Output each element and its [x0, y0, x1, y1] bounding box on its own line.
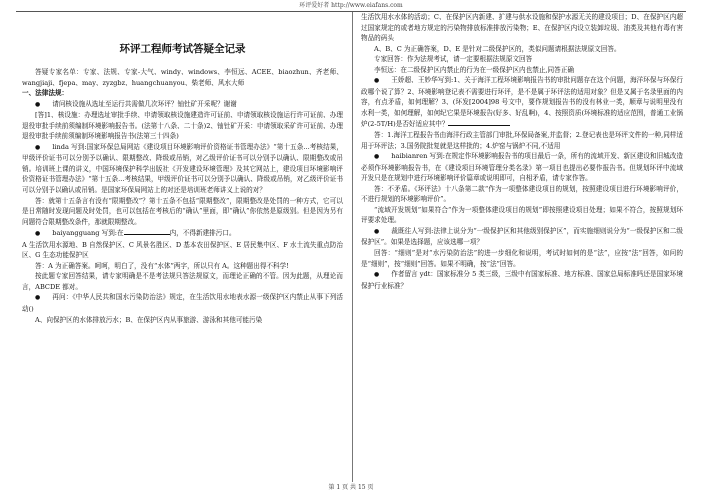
question-text: linda 写到:国家环保总局网站《建设项目环境影响评价资格证书管理办法》“第十五条...考核结果，甲级评价证书可以分别予以确认、限期整改、降级或吊销，对乙级评价证书可以分别予以确认、限期整改或吊销。培训班上课的讲义，中国环境保护科学出版社《开发建设环境管理》及其它网站上，建设项目环境影响评价资格证书管理办法》“第十五条...考核结果，甲级评价证书可以分别予以确认、降级或吊销，对乙级评价证书可以分别予以确认或吊销。是国家环保局网站上的对还是培训班老师讲义上说的对？ — [22, 142, 343, 195]
bullet-icon: ● — [374, 271, 380, 279]
answer-text: 按此题专家回答结果，请专家明确是不是考法规只答法规原文，而理论正确的不管。因为此题，从理论而言，ABCDE 都对。 — [22, 272, 343, 291]
bullet-icon: ● — [374, 77, 380, 85]
question-text: 内，不得新建排污口。 — [169, 229, 236, 238]
page-footer: 第 1 页 共 15 页 — [328, 484, 374, 491]
question-item — [22, 292, 343, 314]
question-item — [22, 99, 343, 111]
answer-text: 专家回答：作为法规考试，请一定要根据法规原文回答 — [374, 55, 533, 64]
bullet-icon: ● — [374, 153, 380, 161]
bullet-icon: ● — [35, 230, 41, 238]
section-heading: 一、法律法规： — [22, 89, 69, 98]
bullet-icon: ● — [374, 227, 380, 235]
question-item — [361, 75, 683, 130]
question-item — [361, 226, 683, 248]
options-text: 生活饮用水水体的活动；C、在保护区内新建、扩建与供水设施和保护水源无关的建设项目；D、在保护区内超过国家规定的或者地方规定的污染物排放标准排放污染物；E、在保护区内设立装卸垃圾、油类及其他有毒有害物品的码头 — [361, 13, 683, 43]
question-text: 作者留言 ydt：国家标准分 5 类三级，三级中有国家标准、地方标准、国家总局标准吗还是国家环境保护行业标准？ — [361, 270, 683, 290]
question-text: 裁既往人写到:法律上说分为“一级保护区和其他级别保护区”，而实施细则说分为“一级保护区和二级保护区”。如果是选择题，应该选哪一项？ — [361, 226, 683, 247]
answer-text: 答：不矛盾。《环评法》十八条第二款“作为一项整体建设项目的规划，按照建设项目进行环境影响评价，不进行规划的环境影响评价”。 — [361, 184, 683, 204]
answer-text: 回答：“细则”是对“水污染防治法”的进一步细化和说明，考试时如何的是“法”，应按“法”回答，如问的是“细则”，按“细则”回答。如果不明确，按“法”回答。 — [361, 249, 683, 268]
answer-text: 李恒远：在二级保护区内禁止的行为在一级保护区内也禁止,同答正确 — [374, 65, 574, 74]
question-item — [22, 227, 343, 240]
answer-text: [答]1、核设施：办理选址审批手续、申请领取核设施建造许可证前、申请领取核设施运行许可证前、办理退役审批手续前须编制环境影响报告书。(法第十八条、二十条)2、铀钍矿开采：申请领取采矿许可证前、办理退役审批手续前须编制环境影响报告书(法第三十四条) — [22, 111, 343, 141]
question-text: haibianren 写到:在规定作环境影响报告书的项目最后一条，所有的流域开发、新区建设和旧城改造必须作环境影响报告书，在《建设项目环境管理分类名录》第一项目也提出必要作报告书。但规划环评中流域开发只是在规划中进行环境影响评价篇章或说明即可，自相矛盾，请专家作答。 — [361, 152, 683, 183]
bullet-icon: ● — [35, 143, 41, 151]
bullet-icon: ● — [35, 294, 41, 302]
answer-text: 答：1.海洋工程报告书由海洋行政主管部门审批,环保局备案,并监督；2.登记表也是环评文件的一种,同样适用于环评法；3.国务院批复就是这样批的；4.炉窑与锅炉不同,不适用 — [361, 131, 683, 150]
answer-text: “流域开发规划”如果符合“作为一项整体建设项目的规划”即按照建设项目处理；如果不符合，按照规划环评要求处理。 — [361, 205, 683, 225]
answer-text: 答：就第十五条言有没有“限期整改”？第十五条不包括“限期整改”，限期整改是处罚的一种方式，它可以是日常随时发现问题及时处罚，也可以包括在考核后的“确认”里面，即“确认”你依然是原级别。但是因为另有问题符合限期整改条件，那就限期整改。 — [22, 196, 343, 226]
question-text: 再问：《中华人民共和国水污染防治法》规定，在生活饮用水地表水源一级保护区内禁止从事下列活动() — [22, 293, 343, 314]
bullet-icon: ● — [35, 100, 41, 108]
question-text: 王娇超、王妙华写到:1、关于海洋工程环境影响报告书的审批问题存在这个问题，海洋环保与环保行政哪个说了算？2、环境影响登记表不需要进行环评，是不是属于环评法的适用对象？但是又属于名录里面的内容，有点矛盾，如何理解？3、(环发[2004]98 号文中，要作规划报告书的没有林业一类，顺章与说明里没有水利一类，如何理解，如何纪它果是环境报告(好多、好乱啊)，4、按照资质(环境标准的适应范围，普通工业锅炉(2-5T/H)是否好适应其中？ — [361, 76, 683, 129]
fill-blank — [448, 118, 510, 126]
fill-blank — [124, 227, 170, 235]
column-divider — [352, 12, 353, 482]
right-column — [361, 12, 683, 291]
question-item — [361, 269, 683, 291]
question-text: baiyangguang 写到:在 — [52, 229, 124, 238]
question-item — [361, 151, 683, 184]
expert-list: 答疑专家名单：专家、法规、专家-大气、windy、windows、李恒远、ACEE、biaozhun、齐老师、wangjiaji、fjepa、may、zyzgbz、huangchuanyou、柴老师、风水大师 — [22, 68, 343, 87]
question-text: 请问核设施从选址至运行共需做几次环评？铀钍矿开采呢？谢谢 — [52, 99, 237, 108]
left-column — [22, 12, 343, 325]
question-item — [22, 142, 343, 196]
document-title: 环评工程师考试答疑全记录 — [119, 43, 246, 55]
options-text: A、向保护区的水体排放污水；B、在保护区内从事旅游、游泳和其他可能污染 — [35, 315, 263, 324]
answer-text: 答：A 为正确答案。呵呵，明白了，没有“水体”两字，所以只有 A。这种题出得不科学! — [35, 261, 289, 270]
page-header: 环评爱好者 http://www.eiafans.com — [299, 2, 403, 9]
answer-text: A、B、C 为正确答案，D、E 是针对二级保护区的，类似问题请根据法规原文回答。 — [374, 44, 621, 53]
options-text: A 生活饮用水源地、B 自然保护区、C 风景名胜区、D 基本农田保护区、E 居民集中区、F 水土流失重点防治区、G 生态功能保护区 — [22, 240, 343, 260]
